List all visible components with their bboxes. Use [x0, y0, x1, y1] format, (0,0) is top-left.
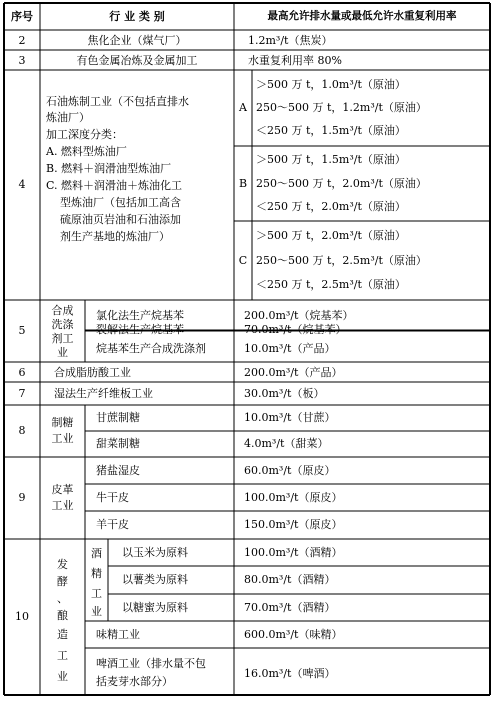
row8-no: 8	[18, 424, 26, 437]
row5-item-name: 烷基苯生产合成洗涤剂	[96, 342, 206, 355]
group-a-line: ＞500 万 t，1.0m³/t（原油）	[256, 78, 406, 91]
beer-item-value: 16.0m³/t（啤酒）	[244, 667, 336, 680]
row4-desc-line: 型炼油厂（包括加工高含	[46, 196, 181, 209]
row9-no: 9	[18, 491, 26, 504]
msg-item-name: 味精工业	[96, 628, 140, 641]
row2-no: 2	[18, 34, 26, 47]
group-a-label: A	[239, 101, 247, 114]
group-b-line: ＜250 万 t，2.0m³/t（原油）	[256, 200, 406, 213]
group-b-line: 250～500 万 t，2.0m³/t（原油）	[256, 177, 427, 190]
beer-item-name-line: 括麦芽水部分）	[96, 675, 173, 688]
group-c-line: 250～500 万 t，2.5m³/t（原油）	[256, 254, 427, 267]
row2-industry: 焦化企业（煤气厂）	[87, 34, 187, 47]
alcohol-item-name: 以玉米为原料	[122, 546, 188, 559]
group-c-line: ＞500 万 t，2.0m³/t（原油）	[256, 229, 406, 242]
row10-no: 10	[15, 610, 29, 623]
row10-category-line: 造	[57, 628, 68, 641]
row7-no: 7	[18, 387, 26, 400]
row4-desc-line: A. 燃料型炼油厂	[46, 145, 127, 158]
row5-category-line: 洗涤	[51, 318, 74, 331]
row9-item-name: 牛干皮	[96, 491, 129, 504]
row6-value: 200.0m³/t（产品）	[244, 366, 343, 379]
alcohol-item-value: 100.0m³/t（酒精）	[244, 546, 343, 559]
row5-category-line: 业	[57, 346, 68, 359]
row9-category-line: 工业	[51, 499, 74, 512]
row5-item-value: 70.0m³/t（烷基苯）	[244, 323, 347, 336]
row5-category-line: 合成	[51, 304, 74, 317]
row8-item-name: 甜菜制糖	[96, 437, 140, 450]
row9-item-value: 150.0m³/t（原皮）	[244, 518, 343, 531]
row10-category-line: 业	[57, 670, 68, 683]
group-c-line: ＜250 万 t，2.5m³/t（原油）	[256, 278, 406, 291]
row5-item-name: 氯化法生产烷基苯	[96, 309, 184, 322]
group-c-label: C	[238, 254, 248, 267]
row8-category-line: 制糖	[51, 416, 74, 429]
msg-item-value: 600.0m³/t（味精）	[244, 628, 343, 641]
alcohol-item-value: 70.0m³/t（酒精）	[244, 601, 336, 614]
row8-item-name: 甘蔗制糖	[96, 411, 140, 424]
alcohol-category-line: 业	[91, 605, 102, 618]
alcohol-category-line: 精	[91, 567, 102, 580]
row5-item-value: 10.0m³/t（产品）	[244, 342, 336, 355]
row9-item-value: 100.0m³/t（原皮）	[244, 491, 343, 504]
row10-category-line: 发	[57, 558, 68, 571]
row10-category-line: 酿	[57, 609, 68, 622]
header-limit: 最高允许排水量或最低允许水重复利用率	[267, 10, 457, 22]
header-industry: 行 业 类 别	[109, 10, 165, 23]
row4-desc-line: C. 燃料＋润滑油＋炼油化工	[46, 179, 183, 192]
alcohol-category-line: 酒	[91, 547, 102, 560]
alcohol-item-name: 以薯类为原料	[122, 573, 188, 586]
row10-category-line: 酵	[57, 575, 68, 588]
group-a-line: ＜250 万 t，1.5m³/t（原油）	[256, 124, 406, 137]
row9-item-name: 羊干皮	[96, 518, 129, 531]
row6-no: 6	[18, 366, 26, 379]
beer-item-name-line: 啤酒工业（排水量不包	[96, 657, 206, 670]
row5-item-value: 200.0m³/t（烷基苯）	[244, 309, 354, 322]
row7-value: 30.0m³/t（板）	[244, 387, 325, 400]
row4-desc-line: 炼油厂）	[46, 111, 90, 124]
row9-item-name: 猪盐湿皮	[96, 464, 140, 477]
row9-category-line: 皮革	[51, 483, 74, 496]
row8-item-value: 10.0m³/t（甘蔗）	[244, 411, 336, 424]
group-b-line: ＞500 万 t，1.5m³/t（原油）	[256, 153, 406, 166]
row3-industry: 有色金属冶炼及金属加工	[76, 54, 198, 67]
row9-item-value: 60.0m³/t（原皮）	[244, 464, 336, 477]
row3-no: 3	[18, 54, 26, 67]
row2-value: 1.2m³/t（焦炭）	[248, 34, 333, 47]
row10-category-line: 、	[57, 592, 68, 605]
alcohol-item-value: 80.0m³/t（酒精）	[244, 573, 336, 586]
group-a-line: 250～500 万 t，1.2m³/t（原油）	[256, 101, 427, 114]
row3-value: 水重复利用率 80%	[248, 54, 342, 67]
row5-no: 5	[18, 324, 26, 337]
row4-desc-line: B. 燃料＋润滑油型炼油厂	[46, 162, 172, 175]
row5-category-line: 剂工	[51, 332, 74, 345]
row4-desc-line: 加工深度分类：	[46, 128, 123, 141]
row4-desc-line: 剂生产基地的炼油厂）	[46, 230, 170, 243]
row4-desc-line: 硫原油页岩油和石油添加	[46, 213, 181, 226]
row8-item-value: 4.0m³/t（甜菜）	[244, 437, 329, 450]
row4-no: 4	[18, 178, 26, 191]
row4-desc-line: 石油炼制工业（不包括直排水	[46, 95, 189, 108]
row6-industry: 合成脂肪酸工业	[54, 366, 131, 379]
header-no: 序号	[11, 10, 33, 23]
group-b-label: B	[238, 177, 248, 190]
row8-category-line: 工业	[51, 432, 74, 445]
alcohol-category-line: 工	[91, 587, 102, 600]
row5-item-name: 裂解法生产烷基苯	[96, 323, 184, 336]
alcohol-item-name: 以糖蜜为原料	[122, 601, 188, 614]
row10-category-line: 工	[57, 649, 68, 662]
row7-industry: 湿法生产纤维板工业	[54, 387, 153, 400]
